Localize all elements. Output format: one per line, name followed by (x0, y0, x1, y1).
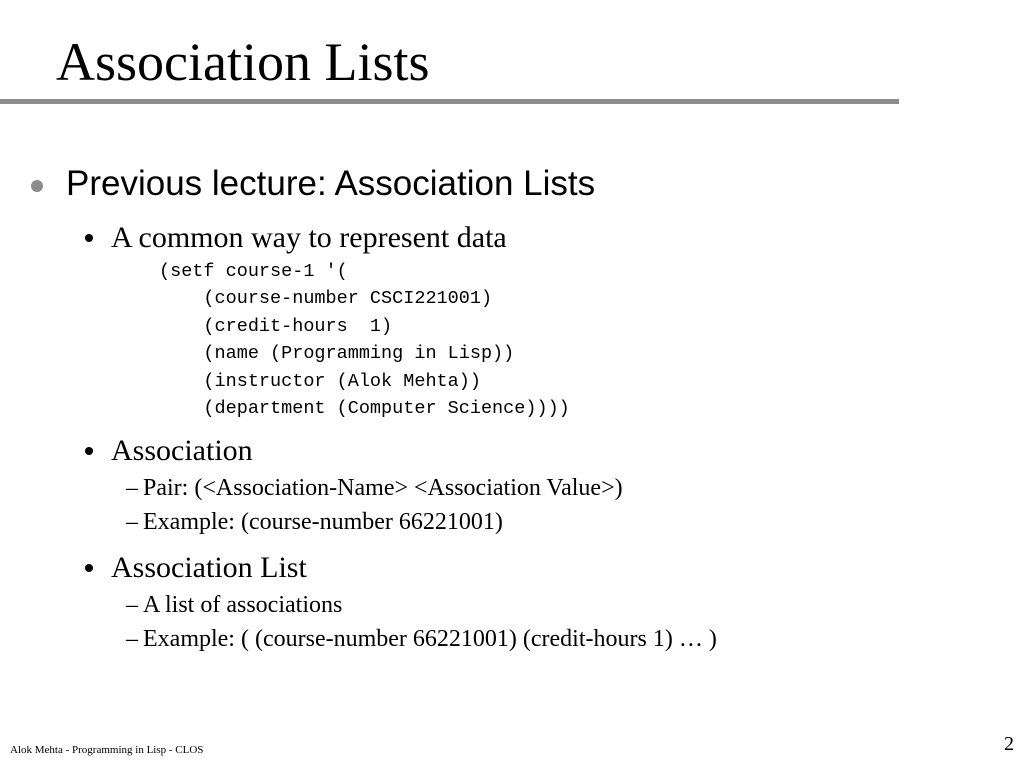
slide-title: Association Lists (56, 32, 430, 92)
page-number: 2 (1004, 733, 1014, 755)
footer-text: Alok Mehta - Programming in Lisp - CLOS (10, 744, 204, 756)
section-heading-association-list: Association List (111, 551, 307, 584)
code-line: (instructor (Alok Mehta)) (159, 370, 481, 392)
code-line: (department (Computer Science)))) (159, 398, 570, 420)
association-example-item: Example: (course-number 66221001) (143, 509, 503, 535)
dash-bullet-icon: – (126, 509, 138, 535)
bullet-dot-icon (31, 180, 43, 192)
code-line: (credit-hours 1) (159, 315, 393, 337)
code-block (159, 258, 570, 422)
dash-bullet-icon: – (126, 626, 138, 652)
association-list-definition-item: A list of associations (143, 592, 343, 618)
main-bullet-text: Previous lecture: Association Lists (66, 164, 596, 203)
bullet-dot-icon (85, 447, 93, 455)
bullet-dot-icon (85, 564, 93, 572)
bullet-dot-icon (85, 234, 93, 242)
code-line: (setf course-1 '( (159, 261, 348, 282)
title-underline-rule (0, 99, 899, 104)
section-heading-association: Association (111, 434, 253, 467)
section-heading-data-representation: A common way to represent data (111, 221, 507, 254)
dash-bullet-icon: – (126, 475, 138, 501)
association-pair-item: Pair: (<Association-Name> <Association Value>) (143, 475, 623, 501)
code-line: (course-number CSCI221001) (159, 288, 493, 310)
code-line: (name (Programming in Lisp)) (159, 343, 515, 365)
dash-bullet-icon: – (126, 592, 138, 618)
association-list-example-item: Example: ( (course-number 66221001) (credit-hours 1) … ) (143, 626, 717, 652)
